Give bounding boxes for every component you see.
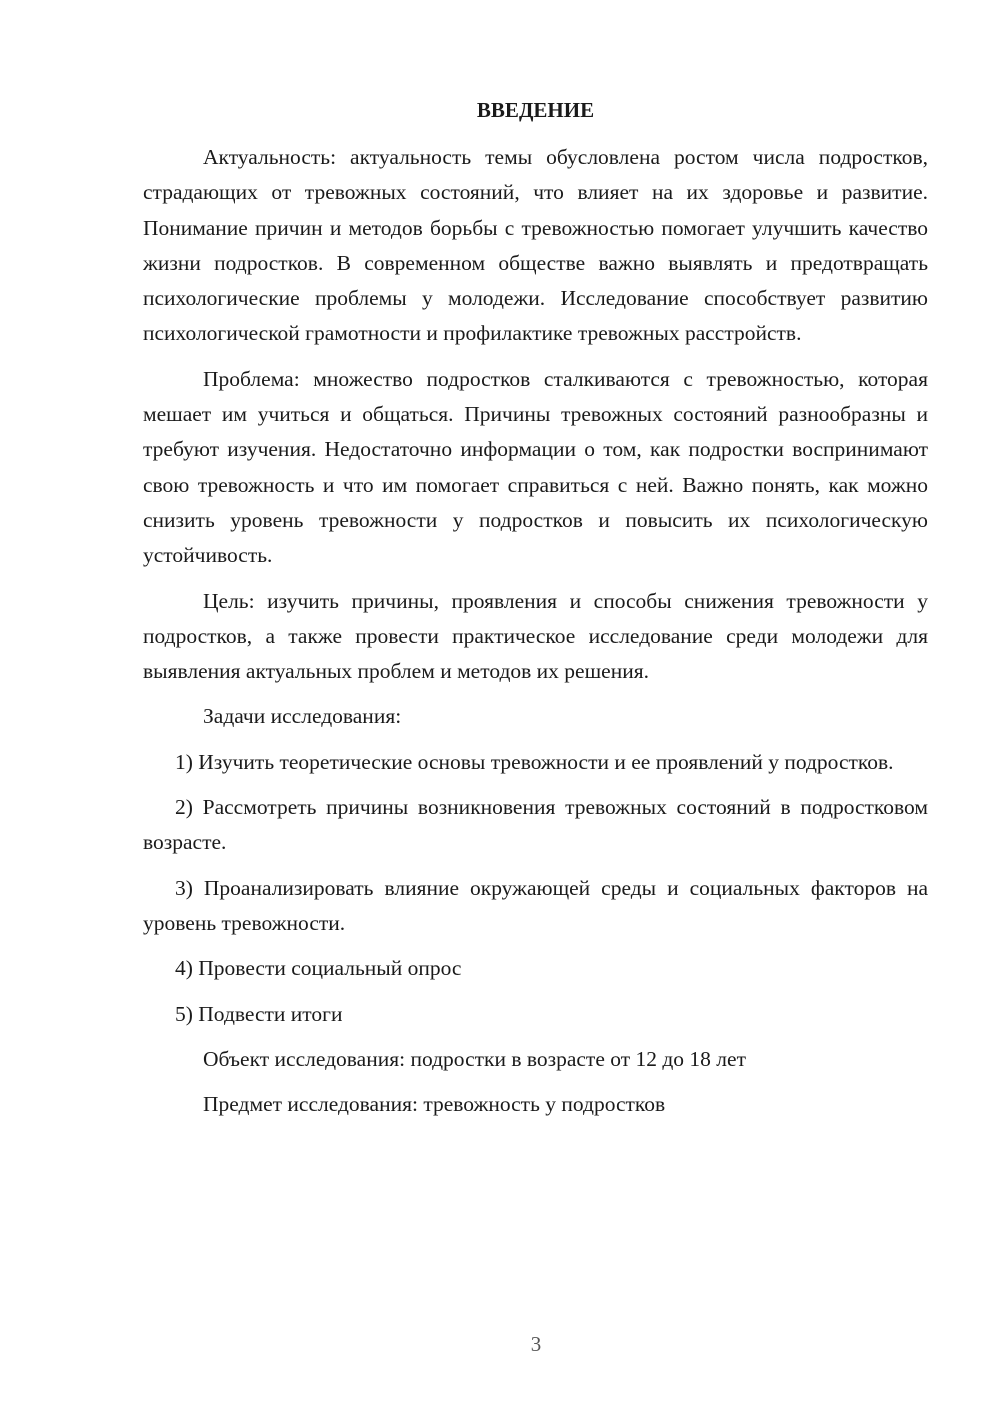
page-number: 3: [530, 1332, 542, 1356]
problem-paragraph: Проблема: множество подростков сталкиваются с тревожностью, которая мешает им учиться и общаться. Причины тревожных состояний разнообразны и требуют изучения. Недостаточно информации о том, как подростки воспринимают свою тревожность и что им помогает справиться с ней. Важно понять, как можно снизить уровень тревожности у подростков и повысить их психологическую устойчивость.: [143, 366, 928, 568]
task-item: 1) Изучить теоретические основы тревожности и ее проявлений у подростков.: [175, 749, 894, 774]
task-item: 3) Проанализировать влияние окружающей среды и социальных факторов на уровень тревожности.: [143, 875, 928, 935]
task-item: 2) Рассмотреть причины возникновения тревожных состояний в подростковом возрасте.: [143, 795, 928, 855]
relevance-paragraph: Актуальность: актуальность темы обусловлена ростом числа подростков, страдающих от тревожных состояний, что влияет на их здоровье и развитие. Понимание причин и методов борьбы с тревожностью помогает улучшить качество жизни подростков. В современном обществе важно выявлять и предотвращать психологические проблемы у молодежи. Исследование способствует развитию психологической грамотности и профилактике тревожных расстройств.: [143, 145, 928, 346]
research-subject: Предмет исследования: тревожность у подростков: [203, 1092, 666, 1117]
task-item: 4) Провести социальный опрос: [175, 956, 462, 981]
document-title: ВВЕДЕНИЕ: [476, 98, 595, 122]
task-item: 5) Подвести итоги: [175, 1001, 343, 1026]
research-object: Объект исследования: подростки в возрасте от 12 до 18 лет: [203, 1046, 746, 1071]
document-page: [143, 90, 928, 1132]
goal-paragraph: Цель: изучить причины, проявления и способы снижения тревожности у подростков, а также провести практическое исследование среди молодежи для выявления актуальных проблем и методов их решения.: [143, 588, 928, 684]
tasks-heading: Задачи исследования:: [203, 704, 402, 729]
